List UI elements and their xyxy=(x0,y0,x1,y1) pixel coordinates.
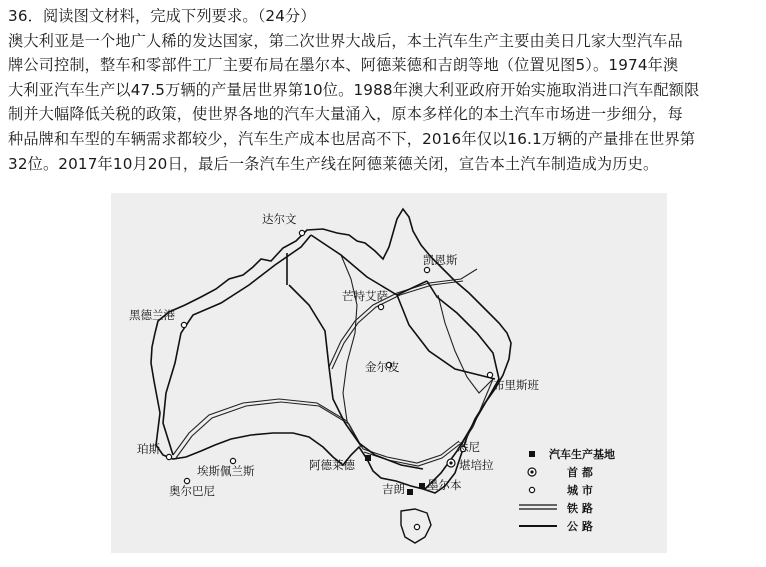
city-dot-cairns xyxy=(424,267,429,272)
label-port-hedland: 黑德兰港 xyxy=(129,308,175,322)
label-geelong: 吉朗 xyxy=(382,482,405,496)
legend-capital-label: 首 都 xyxy=(567,466,593,479)
label-mount-isa: 芒特艾萨 xyxy=(342,289,388,303)
question-paragraph-line: 牌公司控制，整车和零部件工厂主要布局在墨尔本、阿德莱德和吉朗等地（位置见图5）。1974年澳 xyxy=(8,56,679,75)
question-header: 36．阅读图文材料，完成下列要求。（24分） xyxy=(8,7,316,25)
label-cairns: 凯恩斯 xyxy=(423,253,458,267)
legend-highway-label: 公 路 xyxy=(567,520,593,533)
label-melbourne: 墨尔本 xyxy=(427,478,462,492)
legend-city-icon xyxy=(529,487,534,492)
label-canberra: 堪培拉 xyxy=(459,458,494,472)
label-sydney: 悉尼 xyxy=(457,440,480,454)
legend-railway-icon xyxy=(519,505,557,509)
city-dot-perth xyxy=(166,454,171,459)
question-paragraph-line: 大利亚汽车生产以47.5万辆的产量居世界第10位。1988年澳大利亚政府开始实施取消进口汽车配额限 xyxy=(8,80,700,99)
legend-production-base-label: 汽车生产基地 xyxy=(549,448,615,461)
question-paragraph-line: 种品牌和车型的车辆需求都较少，汽车生产成本也居高不下，2016年仅以16.1万辆的产量排在世界第 xyxy=(8,129,696,148)
label-kalgoorlie: 金尔皮 xyxy=(365,360,400,374)
label-esperance: 埃斯佩兰斯 xyxy=(197,464,255,478)
city-dot-darwin xyxy=(299,230,304,235)
city-dot-mount-isa xyxy=(378,304,383,309)
australia-map-figure xyxy=(111,193,667,553)
question-paragraph-line: 澳大利亚是一个地广人稀的发达国家，第二次世界大战后，本土汽车生产主要由美日几家大型汽车品 xyxy=(8,31,683,50)
label-brisbane: 布里斯班 xyxy=(493,378,539,392)
city-dot-albany xyxy=(184,478,189,483)
production-base-adelaide xyxy=(365,455,371,461)
label-darwin: 达尔文 xyxy=(262,212,297,226)
city-dot-esperance xyxy=(230,458,235,463)
question-paragraph-line: 制并大幅降低关税的政策，使世界各地的汽车大量涌入，原本多样化的本土汽车市场进一步细分，每 xyxy=(8,105,683,124)
label-adelaide: 阿德莱德 xyxy=(309,458,355,472)
australia-map xyxy=(111,193,667,553)
label-albany: 奥尔巴尼 xyxy=(169,484,215,498)
question-text xyxy=(8,4,760,176)
legend-capital-icon xyxy=(528,468,536,476)
legend-railway-label: 铁 路 xyxy=(567,502,593,515)
railway-network xyxy=(173,255,493,466)
legend-production-base-icon xyxy=(529,451,535,457)
city-dot-hobart xyxy=(414,524,419,529)
label-perth: 珀斯 xyxy=(137,442,160,456)
production-base-geelong xyxy=(407,489,413,495)
city-dot-brisbane xyxy=(487,372,492,377)
map-legend xyxy=(519,447,615,533)
legend-city-label: 城 市 xyxy=(567,484,593,497)
question-paragraph-line: 32位。2017年10月20日，最后一条汽车生产线在阿德莱德关闭，宣告本土汽车制造成为历史。 xyxy=(8,154,659,173)
production-base-melbourne xyxy=(419,483,425,489)
city-dot-port-hedland xyxy=(181,322,186,327)
capital-marker-canberra xyxy=(447,459,455,467)
